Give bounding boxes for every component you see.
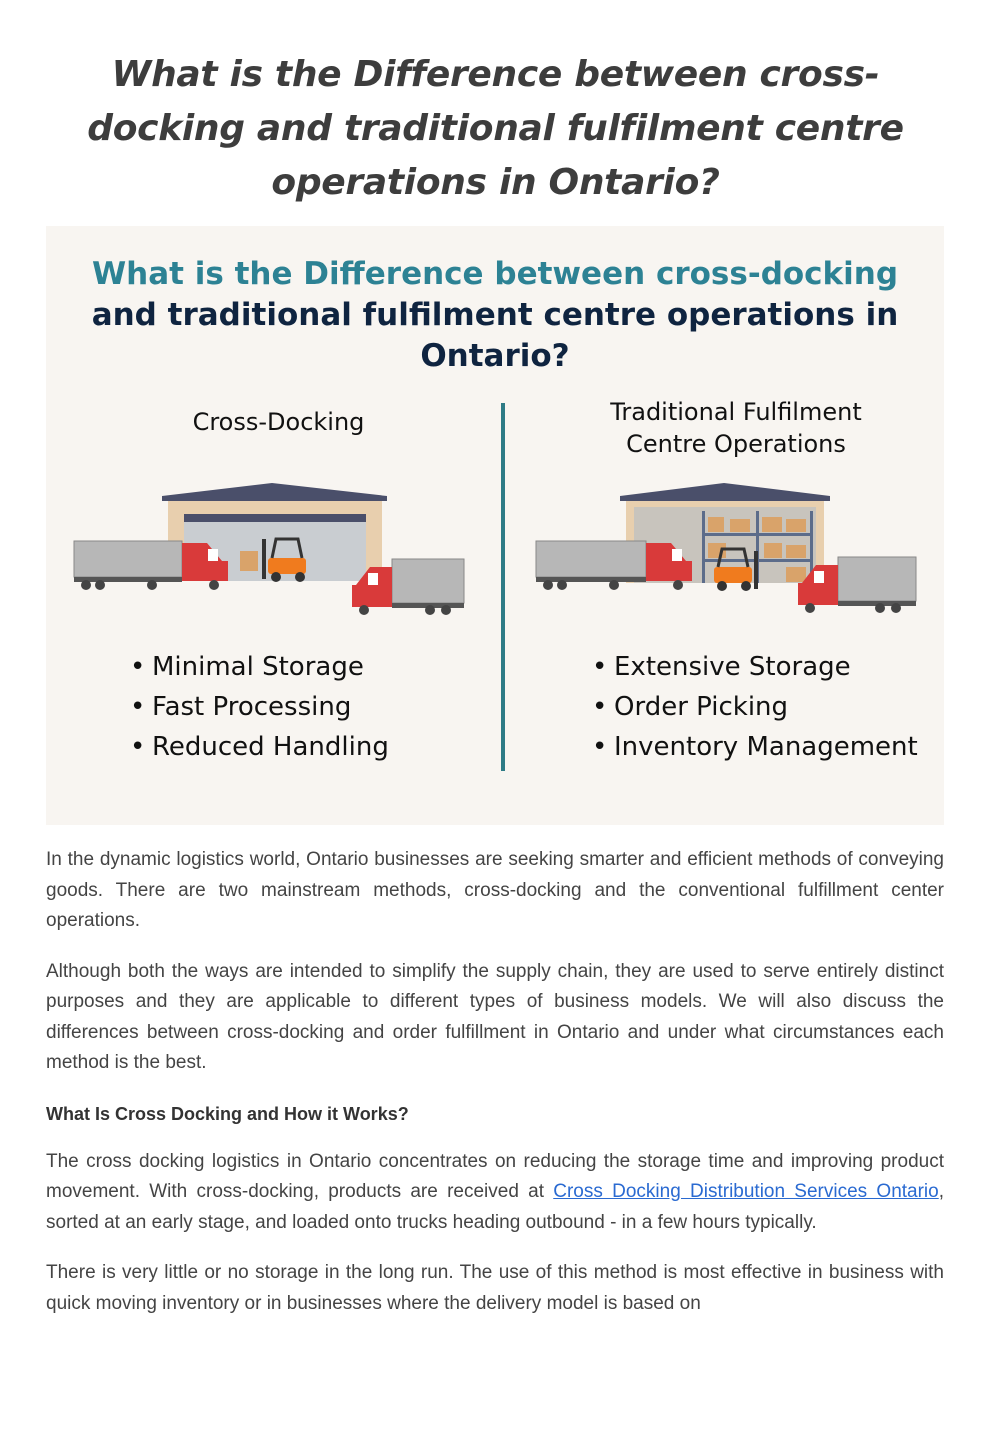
traditional-bullets [592, 647, 918, 767]
list-item: • Extensive Storage [592, 647, 918, 687]
truck-icon [798, 557, 916, 613]
infographic-title-line2: and traditional fulfilment centre operations in [91, 297, 899, 333]
paragraph: There is very little or no storage in the long run. The use of this method is most effective in business with quick moving inventory or in businesses where the delivery model is based on [46, 1262, 944, 1314]
infographic-title-line3: Ontario? [420, 338, 570, 374]
warehouse-roof [162, 483, 387, 501]
section-heading: What Is Cross Docking and How it Works? [46, 1103, 409, 1124]
traditional-heading-line2: Centre Operations [626, 430, 846, 458]
paragraph: In the dynamic logistics world, Ontario businesses are seeking smarter and efficient methods of conveying goods. There are two mainstream methods, cross-docking and the conventional fulfillment center operations. [46, 849, 944, 931]
cross-dock-warehouse-illustration [72, 481, 472, 621]
traditional-heading [576, 396, 896, 460]
truck-icon [74, 541, 228, 590]
list-item: • Reduced Handling [130, 727, 389, 767]
infographic [46, 226, 944, 825]
infographic-title-line1: What is the Difference between cross-docking [91, 256, 899, 292]
paragraph-text: The cross docking logistics in Ontario concentrates on reducing the storage time and improving product movement. With cross-docking, products are received at [46, 1150, 944, 1202]
box-icon [240, 551, 258, 571]
fulfilment-warehouse-illustration [534, 481, 924, 621]
column-divider [501, 403, 505, 771]
infographic-title [46, 254, 944, 377]
list-item: • Inventory Management [592, 727, 918, 767]
page-title: What is the Difference between cross-docking and traditional fulfilment centre operations in Ontario? [87, 54, 904, 203]
cross-docking-heading: Cross-Docking [192, 408, 365, 436]
dock-header [184, 514, 366, 522]
cross-docking-bullets [130, 647, 389, 767]
paragraph [46, 1147, 944, 1239]
article-body [46, 845, 944, 1339]
warehouse-roof [620, 483, 830, 501]
list-item: • Fast Processing [130, 687, 389, 727]
paragraph-text: , sorted at an early stage, and loaded onto trucks heading outbound - in a few hours typically. [46, 1181, 945, 1233]
cross-docking-services-link[interactable]: Cross Docking Distribution Services Ontario [553, 1181, 939, 1202]
traditional-heading-line1: Traditional Fulfilment [610, 398, 862, 426]
paragraph: Although both the ways are intended to simplify the supply chain, they are used to serve entirely distinct purposes and they are applicable to different types of business models. We will also discuss the differences between cross-docking and order fulfillment in Ontario and under what circumstances each method is the best. [46, 960, 944, 1073]
list-item: • Minimal Storage [130, 647, 389, 687]
list-item: • Order Picking [592, 687, 918, 727]
